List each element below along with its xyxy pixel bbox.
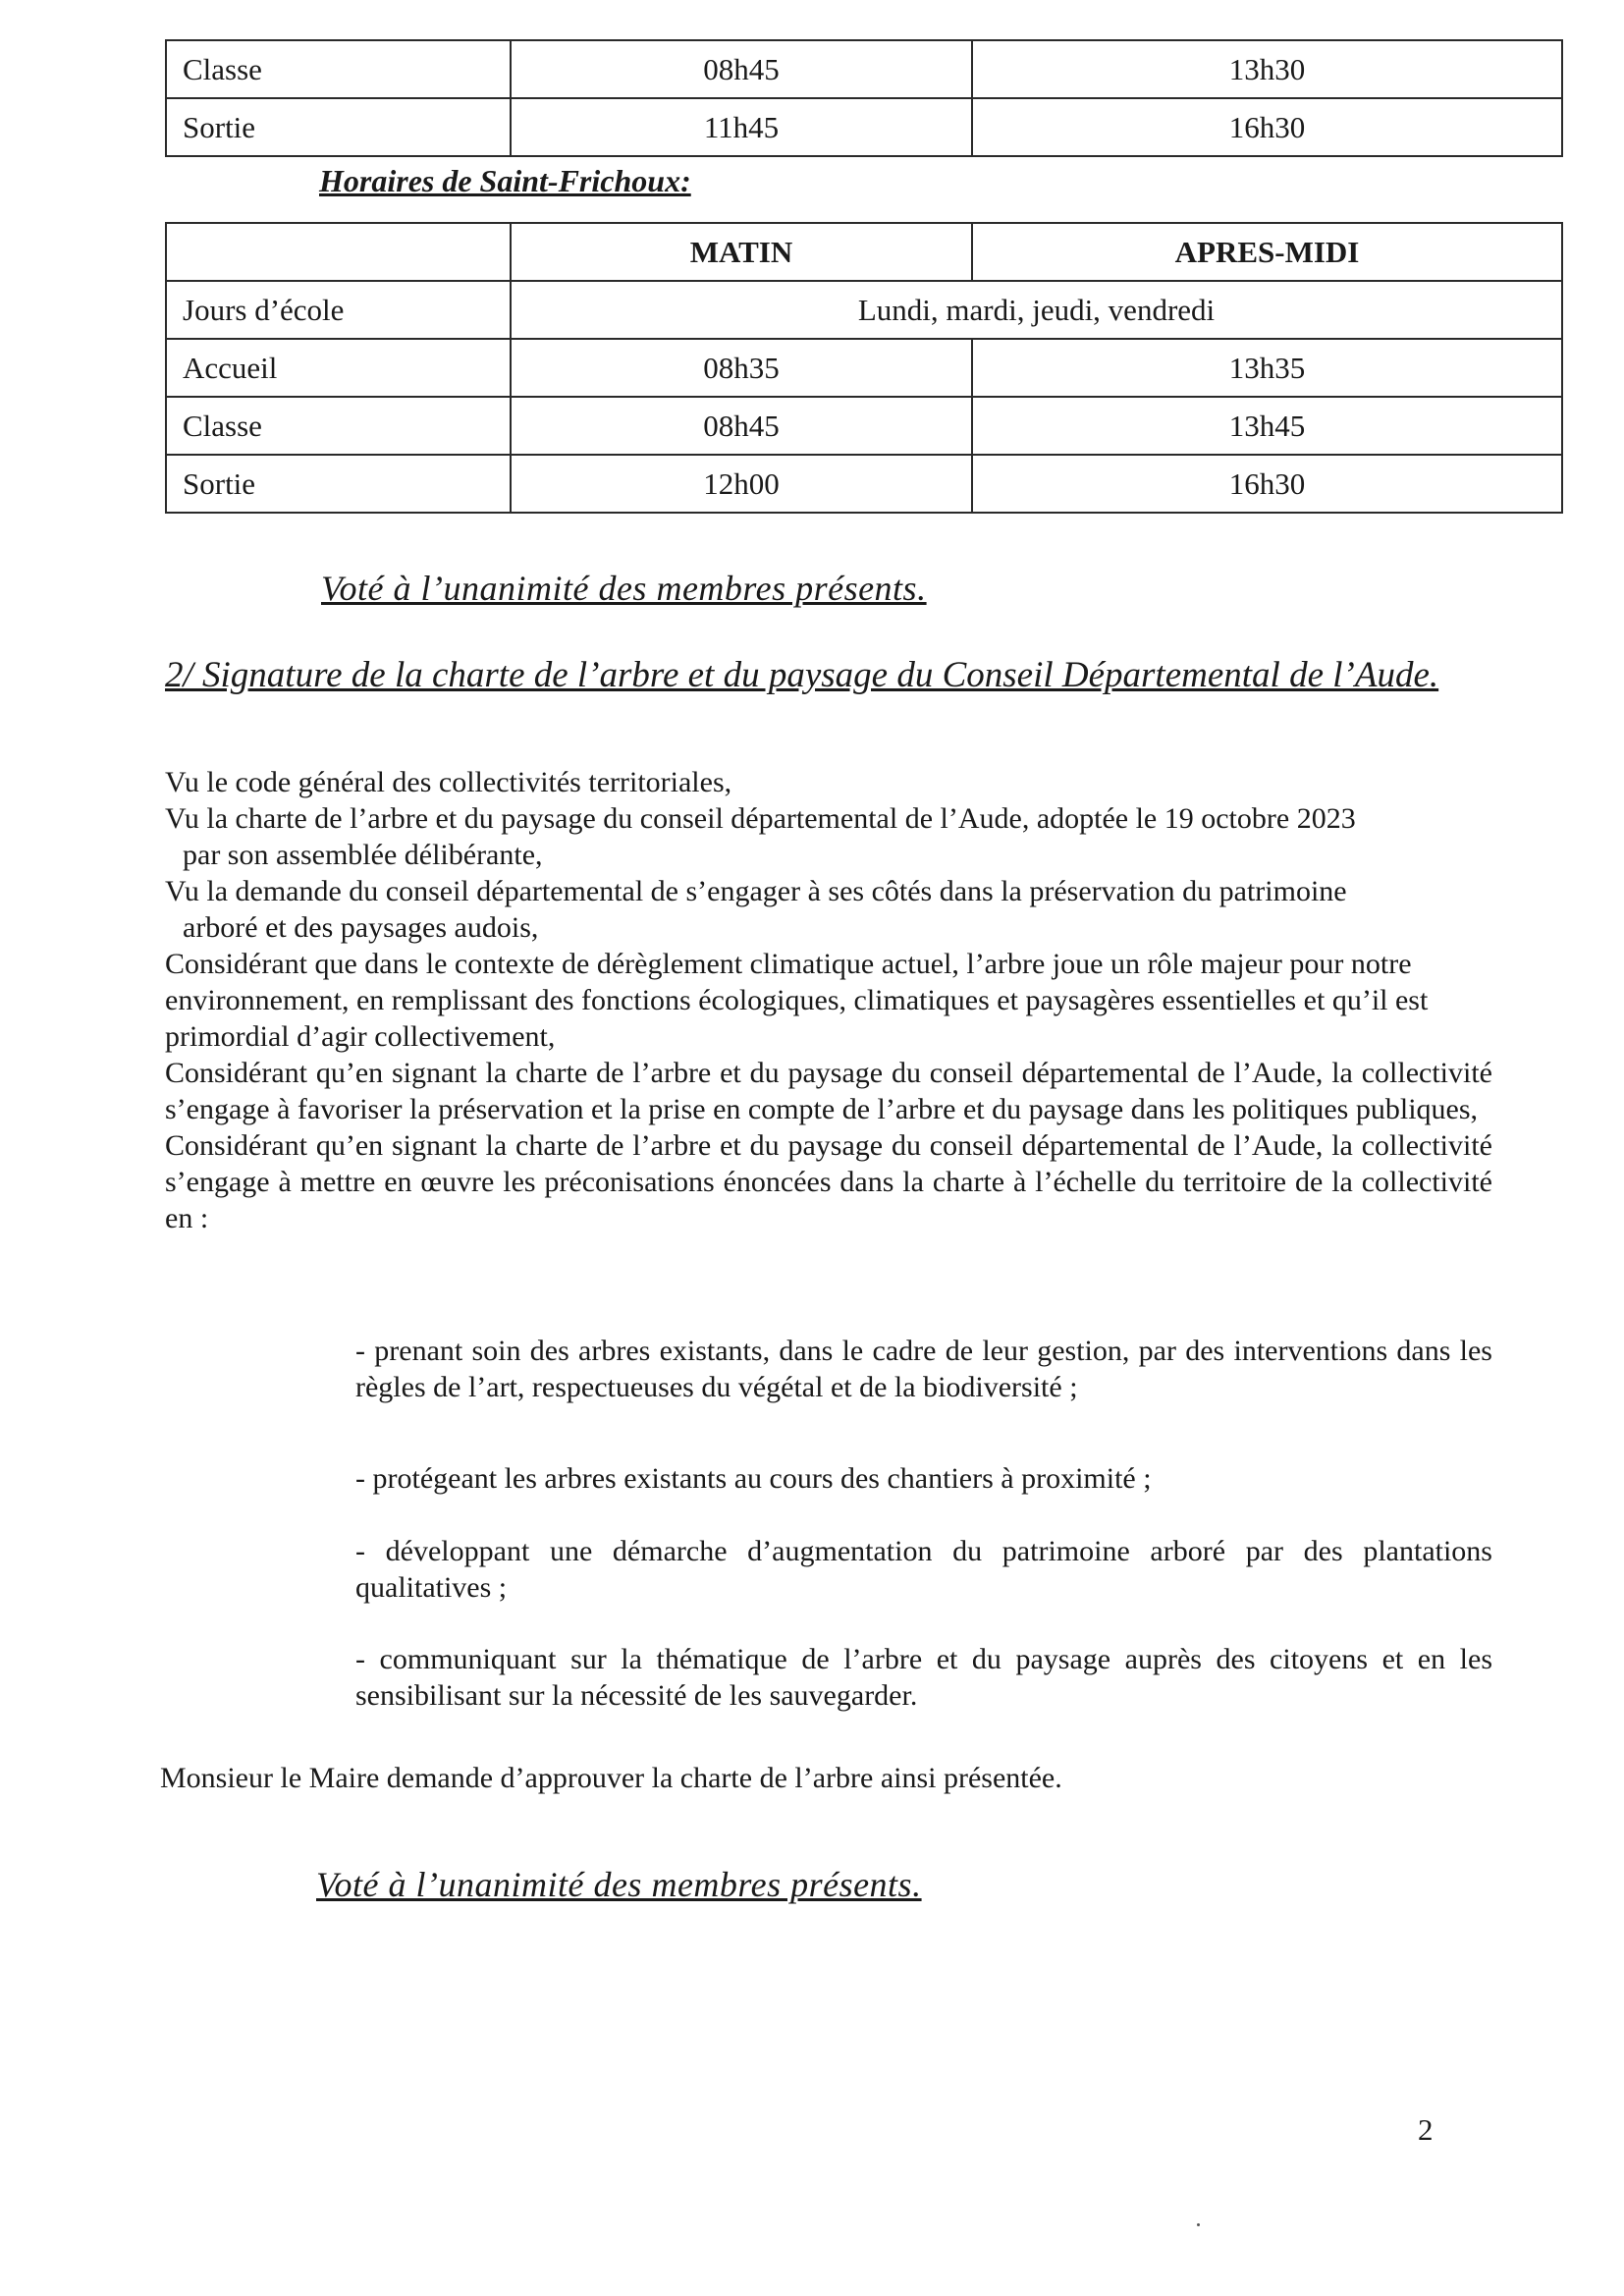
table-row bbox=[166, 455, 1562, 513]
schedule-table-continued bbox=[165, 39, 1563, 157]
morning-time: 12h00 bbox=[511, 455, 972, 513]
considerant-paragraph bbox=[165, 873, 1492, 909]
afternoon-time: 13h35 bbox=[972, 339, 1562, 397]
table-header-row bbox=[166, 223, 1562, 281]
table-row bbox=[166, 40, 1562, 98]
scan-speck bbox=[1197, 2223, 1200, 2226]
list-item: - protégeant les arbres existants au cours des chantiers à proximité ; bbox=[355, 1462, 1152, 1495]
row-label: Classe bbox=[166, 40, 511, 98]
saint-frichoux-schedule-table bbox=[165, 222, 1563, 514]
morning-time: 08h45 bbox=[511, 397, 972, 455]
header-apres-midi: APRES-MIDI bbox=[972, 223, 1562, 281]
header-matin: MATIN bbox=[511, 223, 972, 281]
considerant-text: Vu le code général des collectivités territoriales, bbox=[165, 766, 732, 798]
row-label: Sortie bbox=[166, 455, 511, 513]
considerants-block bbox=[165, 764, 1492, 1236]
considerant-paragraph bbox=[165, 800, 1492, 837]
considerant-paragraph: Considérant qu’en signant la charte de l’arbre et du paysage du conseil départemental de l’Aude, la collectivité s’engage à mettre en œuvre les préconisations énoncées dans la charte à l’échelle du territoire de la collectivité en : bbox=[165, 1129, 1492, 1234]
morning-time: 08h35 bbox=[511, 339, 972, 397]
list-item: - communiquant sur la thématique de l’arbre et du paysage auprès des citoyens et en les sensibilisant sur la nécessité de les sauvegarder. bbox=[355, 1643, 1492, 1712]
considerant-text: Vu la charte de l’arbre et du paysage du conseil départemental de l’Aude, adoptée le 19 octobre 2023 bbox=[165, 802, 1356, 835]
table-row bbox=[166, 397, 1562, 455]
vote-result: Voté à l’unanimité des membres présents. bbox=[316, 1865, 922, 1904]
engagement-list bbox=[355, 1641, 1492, 1770]
school-days-value: Lundi, mardi, jeudi, vendredi bbox=[511, 281, 1562, 339]
considerant-paragraph bbox=[165, 764, 1492, 800]
morning-time: 11h45 bbox=[511, 98, 972, 156]
section-title: 2/ Signature de la charte de l’arbre et du paysage du Conseil Départemental de l’Aude. bbox=[165, 655, 1439, 695]
afternoon-time: 13h45 bbox=[972, 397, 1562, 455]
table-row bbox=[166, 98, 1562, 156]
table-row bbox=[166, 281, 1562, 339]
row-label: Accueil bbox=[166, 339, 511, 397]
considerant-text: Vu la demande du conseil départemental de s’engager à ses côtés dans la préservation du patrimoine bbox=[165, 875, 1347, 907]
conclusion-text: Monsieur le Maire demande d’approuver la charte de l’arbre ainsi présentée. bbox=[160, 1762, 1062, 1794]
considerant-paragraph: Considérant qu’en signant la charte de l’arbre et du paysage du conseil départemental de l’Aude, la collectivité s’engage à favoriser la préservation et la prise en compte de l’arbre et du paysage dans les politiques publiques, bbox=[165, 1057, 1492, 1125]
row-label: Sortie bbox=[166, 98, 511, 156]
afternoon-time: 16h30 bbox=[972, 455, 1562, 513]
vote-result: Voté à l’unanimité des membres présents. bbox=[321, 569, 927, 608]
considerant-paragraph: Considérant que dans le contexte de dérèglement climatique actuel, l’arbre joue un rôle majeur pour notre environnement, en remplissant des fonctions écologiques, climatiques et paysagères essentielles et qu’il est primordial d’agir collectivement, bbox=[165, 948, 1429, 1053]
row-label: Classe bbox=[166, 397, 511, 455]
engagement-list bbox=[355, 1333, 1492, 1461]
afternoon-time: 13h30 bbox=[972, 40, 1562, 98]
schedule-title: Horaires de Saint-Frichoux: bbox=[319, 163, 691, 198]
table-row bbox=[166, 339, 1562, 397]
afternoon-time: 16h30 bbox=[972, 98, 1562, 156]
page-number: 2 bbox=[1418, 2112, 1434, 2147]
list-item: - développant une démarche d’augmentation du patrimoine arboré par des plantations qualitatives ; bbox=[355, 1535, 1492, 1604]
morning-time: 08h45 bbox=[511, 40, 972, 98]
row-label: Jours d’école bbox=[166, 281, 511, 339]
considerant-continuation: arboré et des paysages audois, bbox=[183, 911, 539, 944]
list-item: - prenant soin des arbres existants, dans le cadre de leur gestion, par des interventions dans les règles de l’art, respectueuses du végétal et de la biodiversité ; bbox=[355, 1335, 1492, 1403]
considerant-continuation: par son assemblée délibérante, bbox=[183, 839, 543, 871]
empty-header-cell bbox=[166, 223, 511, 281]
